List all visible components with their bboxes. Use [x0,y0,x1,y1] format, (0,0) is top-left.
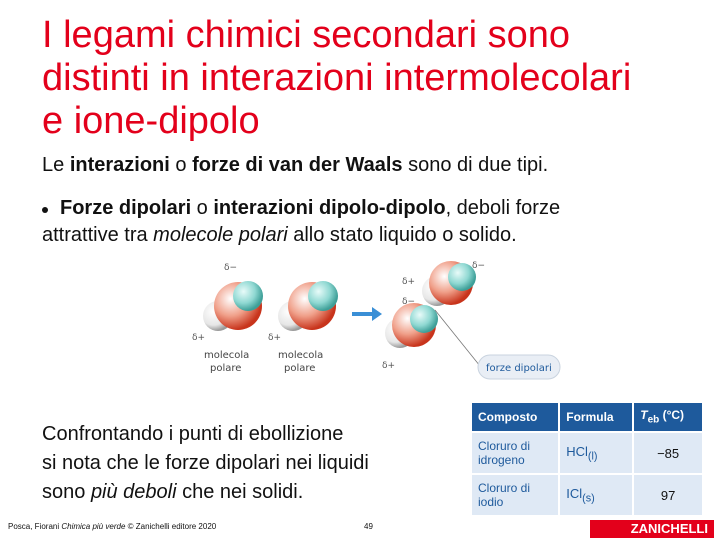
formula-text: ICl [566,485,583,501]
page-number: 49 [364,522,373,531]
formula-text: HCl [566,443,588,459]
bullet-run: attrattive tra [42,224,154,246]
compound-line: idrogeno [478,453,525,467]
bullet-italic: molecole polari [153,224,288,246]
header-formula: Formula [559,403,633,432]
comparison-line-2: si nota che le forze dipolari nei liquidi [42,452,369,474]
table-row [472,432,703,474]
cell-formula [559,474,633,515]
footer-italic: Chimica più verde [61,522,126,531]
intro-paragraph [42,152,692,178]
intro-text: sono di due tipi. [402,154,549,176]
slide-title [42,14,702,143]
bullet-line-2 [42,222,682,249]
molecule-label: molecola [278,350,324,361]
molecule-4 [385,303,438,348]
molecule-3 [422,261,476,306]
compound-line: Cloruro di [478,439,531,453]
bullet-run: , deboli forze [445,197,561,219]
bullet-bold-1: Forze dipolari [60,197,192,219]
bullet-run: allo stato liquido o solido. [287,224,517,246]
formula-state: (s) [582,492,595,505]
right-arrow-icon [352,307,382,321]
compound-line: iodio [478,495,504,509]
cell-compound [472,474,559,515]
table-header-row [472,403,703,432]
comparison-italic: più deboli [90,481,177,503]
comparison-run: che nei solidi. [176,481,304,503]
title-line-1: I legami chimici secondari sono [42,14,571,56]
callout-box [478,355,560,379]
title-line-3: e ione-dipolo [42,100,260,142]
bullet-run: o [191,197,214,219]
bullet-text [42,195,682,249]
intro-bold-2: forze di van der Waals [192,154,403,176]
cell-teb: −85 [633,432,703,474]
footer-text: Posca, Fiorani [8,522,62,531]
title-line-2: distinti in interazioni intermolecolari [42,57,632,99]
header-teb-sub: eb [647,414,660,426]
cell-formula [559,432,633,474]
delta-plus-label: δ+ [268,333,282,343]
comparison-run: sono [42,481,91,503]
delta-plus-label: δ+ [382,361,396,371]
delta-plus-label: δ+ [192,333,206,343]
polar-label: polare [284,363,316,374]
molecule-label: molecola [204,350,250,361]
polar-label: polare [210,363,242,374]
dipole-figure [190,258,570,386]
cell-teb: 97 [633,474,703,515]
callout-line [435,310,480,366]
table-row [472,474,703,515]
bullet-item [42,195,682,249]
comparison-line-3 [42,478,452,507]
formula-state: (l) [587,450,598,463]
header-teb-unit: (°C) [659,408,685,423]
intro-bold-1: interazioni [69,154,170,176]
delta-minus-label: δ− [472,261,486,271]
delta-minus-label: δ− [402,297,416,307]
comparison-paragraph [42,420,452,507]
cell-compound [472,432,559,474]
delta-plus-label: δ+ [402,277,416,287]
callout-label: forze dipolari [486,363,552,374]
intro-text: Le [42,154,70,176]
footer-credit [8,522,216,531]
intro-text: o [169,154,193,176]
header-compound: Composto [472,403,559,432]
publisher-logo: ZANICHELLI [590,520,714,538]
header-teb-symbol: T [640,408,648,423]
comparison-line-1: Confrontando i punti di ebollizione [42,423,344,445]
footer-text: © Zanichelli editore 2020 [125,522,217,531]
molecule-2 [278,281,338,331]
compound-line: Cloruro di [478,481,531,495]
molecule-1 [203,281,263,331]
bullet-bold-2: interazioni dipolo-dipolo [213,197,446,219]
delta-minus-label: δ− [224,263,238,273]
header-teb [633,403,703,432]
bullet-dot [42,207,48,213]
boiling-point-table [472,403,704,515]
